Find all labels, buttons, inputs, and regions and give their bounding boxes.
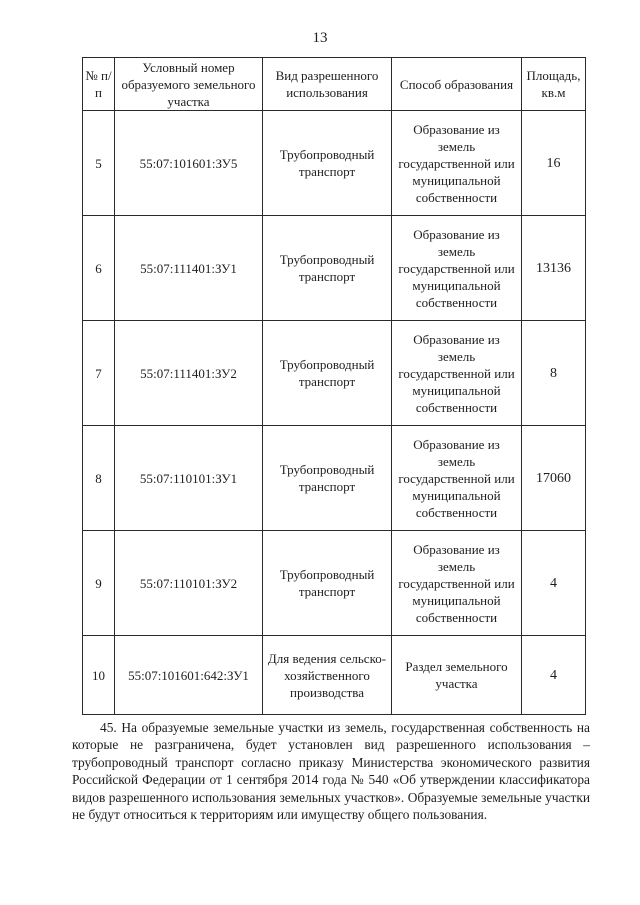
header-number: № п/п: [83, 58, 115, 111]
table-row: [83, 636, 586, 715]
land-plots-table: [82, 57, 586, 715]
cell-formation-method: Образование из земель государственной или муниципальной собственности: [392, 216, 522, 321]
cell-area: 13136: [522, 216, 586, 321]
cell-area: 16: [522, 111, 586, 216]
table-row: [83, 321, 586, 426]
cell-formation-method: Образование из земель государственной или муниципальной собственности: [392, 321, 522, 426]
cell-plot-code: 55:07:110101:ЗУ2: [115, 531, 263, 636]
cell-plot-code: 55:07:111401:ЗУ1: [115, 216, 263, 321]
cell-permitted-use: Трубопроводный транспорт: [263, 426, 392, 531]
cell-number: 7: [83, 321, 115, 426]
cell-number: 8: [83, 426, 115, 531]
table-header-row: [83, 58, 586, 111]
cell-permitted-use: Трубопроводный транспорт: [263, 531, 392, 636]
cell-plot-code: 55:07:101601:ЗУ5: [115, 111, 263, 216]
table-row: [83, 531, 586, 636]
header-area: Площадь, кв.м: [522, 58, 586, 111]
body-paragraph: [72, 719, 590, 823]
paragraph-text: 45. На образуемые земельные участки из земель, государственная собственность на которые не разграничена, будет установлен вид разрешенного использования – трубопроводный транспорт согласно приказу Министерства экономического развития Российской Федерации от 1 сентября 2014 года № 540 «Об утверждении классификатора видов разрешенного использования земельных участков». Образуемые земельные участки не будут относиться к территориям или имуществу общего пользования.: [72, 720, 590, 823]
cell-formation-method: Образование из земель государственной или муниципальной собственности: [392, 111, 522, 216]
table-row: [83, 111, 586, 216]
cell-plot-code: 55:07:110101:ЗУ1: [115, 426, 263, 531]
cell-formation-method: Раздел земельного участка: [392, 636, 522, 715]
table-row: [83, 426, 586, 531]
header-formation-method: Способ образования: [392, 58, 522, 111]
cell-permitted-use: Для ведения сельско-хозяйственного производства: [263, 636, 392, 715]
cell-permitted-use: Трубопроводный транспорт: [263, 111, 392, 216]
cell-number: 9: [83, 531, 115, 636]
table-row: [83, 216, 586, 321]
cell-area: 4: [522, 636, 586, 715]
cell-plot-code: 55:07:111401:ЗУ2: [115, 321, 263, 426]
cell-permitted-use: Трубопроводный транспорт: [263, 321, 392, 426]
header-permitted-use: Вид разрешенного использования: [263, 58, 392, 111]
cell-formation-method: Образование из земель государственной или муниципальной собственности: [392, 426, 522, 531]
cell-area: 17060: [522, 426, 586, 531]
cell-number: 10: [83, 636, 115, 715]
cell-area: 4: [522, 531, 586, 636]
cell-permitted-use: Трубопроводный транспорт: [263, 216, 392, 321]
cell-number: 5: [83, 111, 115, 216]
header-plot-code: Условный номер образуемого земельного участка: [115, 58, 263, 111]
cell-number: 6: [83, 216, 115, 321]
page-number: 13: [312, 30, 328, 46]
cell-plot-code: 55:07:101601:642:ЗУ1: [115, 636, 263, 715]
cell-formation-method: Образование из земель государственной или муниципальной собственности: [392, 531, 522, 636]
cell-area: 8: [522, 321, 586, 426]
